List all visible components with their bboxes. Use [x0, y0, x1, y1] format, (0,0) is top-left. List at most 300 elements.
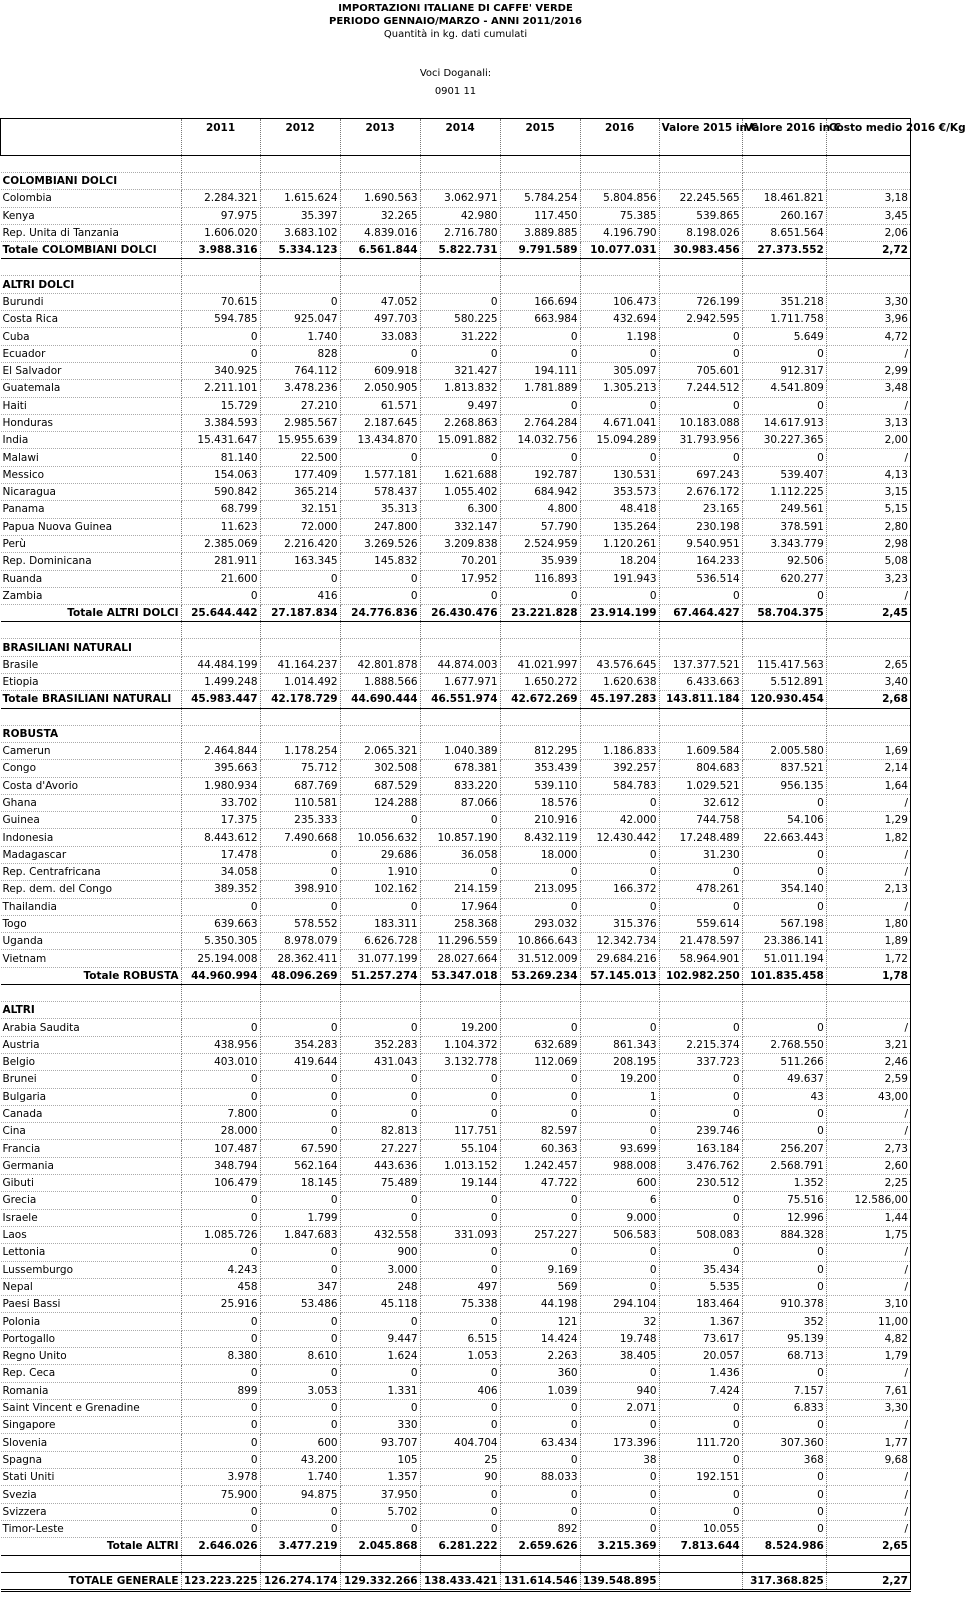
- value-cell: 1.040.389: [420, 742, 500, 759]
- value-cell: 0: [260, 1503, 340, 1520]
- section-header-row: [1, 276, 911, 293]
- table-row: [1, 535, 911, 552]
- country-name: Togo: [1, 915, 182, 932]
- value-cell: 106.479: [181, 1175, 260, 1192]
- value-cell: 458: [181, 1278, 260, 1295]
- value-cell: 0: [420, 1088, 500, 1105]
- value-cell: /: [826, 1244, 910, 1261]
- value-cell: 0: [659, 898, 742, 915]
- value-cell: 1.781.889: [500, 380, 580, 397]
- value-cell: 0: [260, 1313, 340, 1330]
- total-value: 30.983.456: [659, 242, 742, 259]
- empty-cell: [659, 985, 742, 1002]
- empty-cell: [181, 173, 260, 190]
- empty-cell: [181, 985, 260, 1002]
- empty-cell: [420, 173, 500, 190]
- value-cell: 0: [742, 1019, 826, 1036]
- value-cell: 2.524.959: [500, 535, 580, 552]
- country-name: Brunei: [1, 1071, 182, 1088]
- value-cell: 1.186.833: [580, 742, 659, 759]
- value-cell: 3.889.885: [500, 224, 580, 241]
- table-row: [1, 1348, 911, 1365]
- value-cell: 511.266: [742, 1053, 826, 1070]
- value-cell: 166.694: [500, 293, 580, 310]
- empty-cell: [340, 639, 420, 656]
- country-name: Rep. dem. del Congo: [1, 881, 182, 898]
- value-cell: 32.151: [260, 501, 340, 518]
- country-name: Haiti: [1, 397, 182, 414]
- value-cell: 0: [260, 1071, 340, 1088]
- country-name: Romania: [1, 1382, 182, 1399]
- value-cell: 42.801.878: [340, 656, 420, 673]
- value-cell: 360: [500, 1365, 580, 1382]
- value-cell: 51.011.194: [742, 950, 826, 967]
- table-row: [1, 1140, 911, 1157]
- value-cell: 536.514: [659, 570, 742, 587]
- empty-cell: [340, 725, 420, 742]
- table-row: [1, 1088, 911, 1105]
- total-value: 6.281.222: [420, 1538, 500, 1555]
- value-cell: 3.683.102: [260, 224, 340, 241]
- value-cell: 105: [340, 1451, 420, 1468]
- empty-cell: [742, 985, 826, 1002]
- value-cell: 0: [742, 1520, 826, 1537]
- customs-label: Voci Doganali:: [419, 68, 492, 79]
- value-cell: 2.464.844: [181, 742, 260, 759]
- value-cell: 0: [580, 1486, 659, 1503]
- value-cell: 33.702: [181, 794, 260, 811]
- spacer-row: [1, 985, 911, 1002]
- column-header: Valore 2016 in €: [742, 119, 826, 156]
- value-cell: 33.083: [340, 328, 420, 345]
- value-cell: 18.576: [500, 794, 580, 811]
- empty-cell: [580, 708, 659, 725]
- empty-cell: [500, 985, 580, 1002]
- value-cell: 28.000: [181, 1123, 260, 1140]
- value-cell: 8.432.119: [500, 829, 580, 846]
- country-name: Slovenia: [1, 1434, 182, 1451]
- value-cell: 0: [420, 293, 500, 310]
- table-row: [1, 1382, 911, 1399]
- value-cell: 0: [580, 898, 659, 915]
- value-cell: 10.055: [659, 1520, 742, 1537]
- table-row: [1, 1278, 911, 1295]
- value-cell: 145.832: [340, 553, 420, 570]
- value-cell: 2.005.580: [742, 742, 826, 759]
- value-cell: 0: [500, 1244, 580, 1261]
- value-cell: 210.916: [500, 812, 580, 829]
- country-name: Honduras: [1, 414, 182, 431]
- value-cell: 744.758: [659, 812, 742, 829]
- value-cell: 7.424: [659, 1382, 742, 1399]
- value-cell: /: [826, 1417, 910, 1434]
- value-cell: 1.112.225: [742, 484, 826, 501]
- value-cell: 22.663.443: [742, 829, 826, 846]
- value-cell: 3,48: [826, 380, 910, 397]
- header-row: [1, 119, 911, 156]
- value-cell: /: [826, 345, 910, 362]
- value-cell: 3.269.526: [340, 535, 420, 552]
- value-cell: 1.650.272: [500, 674, 580, 691]
- value-cell: 1.980.934: [181, 777, 260, 794]
- empty-cell: [826, 985, 910, 1002]
- value-cell: 1.352: [742, 1175, 826, 1192]
- total-value: 23.221.828: [500, 605, 580, 622]
- value-cell: 678.381: [420, 760, 500, 777]
- value-cell: 348.794: [181, 1157, 260, 1174]
- country-name: Messico: [1, 466, 182, 483]
- grand-total-value: 126.274.174: [260, 1572, 340, 1590]
- empty-cell: [659, 156, 742, 173]
- value-cell: 1.242.457: [500, 1157, 580, 1174]
- empty-cell: [580, 725, 659, 742]
- value-cell: 0: [340, 570, 420, 587]
- value-cell: 75.338: [420, 1296, 500, 1313]
- value-cell: /: [826, 397, 910, 414]
- value-cell: /: [826, 449, 910, 466]
- value-cell: 117.450: [500, 207, 580, 224]
- table-row: [1, 1036, 911, 1053]
- table-row: [1, 1157, 911, 1174]
- value-cell: 0: [420, 1261, 500, 1278]
- country-name: Lettonia: [1, 1244, 182, 1261]
- value-cell: 1.615.624: [260, 190, 340, 207]
- table-row: [1, 1261, 911, 1278]
- value-cell: 0: [420, 1520, 500, 1537]
- value-cell: 2.284.321: [181, 190, 260, 207]
- value-cell: 1.711.758: [742, 311, 826, 328]
- table-row: [1, 794, 911, 811]
- value-cell: 2,00: [826, 432, 910, 449]
- value-cell: 19.748: [580, 1330, 659, 1347]
- value-cell: 247.800: [340, 518, 420, 535]
- value-cell: 15.091.882: [420, 432, 500, 449]
- country-name: Austria: [1, 1036, 182, 1053]
- value-cell: 5.702: [340, 1503, 420, 1520]
- value-cell: 0: [420, 345, 500, 362]
- value-cell: 0: [580, 1503, 659, 1520]
- value-cell: 43.576.645: [580, 656, 659, 673]
- value-cell: 0: [181, 1192, 260, 1209]
- country-name: Burundi: [1, 293, 182, 310]
- value-cell: 353.573: [580, 484, 659, 501]
- value-cell: 90: [420, 1469, 500, 1486]
- table-row: [1, 898, 911, 915]
- value-cell: 31.230: [659, 846, 742, 863]
- empty-cell: [742, 708, 826, 725]
- section-total-row: [1, 1538, 911, 1555]
- value-cell: 17.952: [420, 570, 500, 587]
- value-cell: 684.942: [500, 484, 580, 501]
- value-cell: 0: [500, 1417, 580, 1434]
- value-cell: 27.227: [340, 1140, 420, 1157]
- value-cell: 0: [580, 1520, 659, 1537]
- value-cell: 3,45: [826, 207, 910, 224]
- table-row: [1, 950, 911, 967]
- country-name: Thailandia: [1, 898, 182, 915]
- value-cell: 55.104: [420, 1140, 500, 1157]
- value-cell: 354.283: [260, 1036, 340, 1053]
- value-cell: 940: [580, 1382, 659, 1399]
- value-cell: 0: [181, 1330, 260, 1347]
- value-cell: 837.521: [742, 760, 826, 777]
- value-cell: 25.916: [181, 1296, 260, 1313]
- empty-cell: [580, 639, 659, 656]
- value-cell: 43: [742, 1088, 826, 1105]
- value-cell: 0: [181, 587, 260, 604]
- country-name: Germania: [1, 1157, 182, 1174]
- value-cell: 4.839.016: [340, 224, 420, 241]
- value-cell: 38: [580, 1451, 659, 1468]
- value-cell: 925.047: [260, 311, 340, 328]
- value-cell: 19.200: [580, 1071, 659, 1088]
- table-row: [1, 484, 911, 501]
- value-cell: 31.222: [420, 328, 500, 345]
- value-cell: 28.027.664: [420, 950, 500, 967]
- value-cell: 260.167: [742, 207, 826, 224]
- value-cell: 663.984: [500, 311, 580, 328]
- value-cell: 14.617.913: [742, 414, 826, 431]
- value-cell: 302.508: [340, 760, 420, 777]
- country-name: Indonesia: [1, 829, 182, 846]
- column-header: Costo medio 2016 €/Kg: [826, 119, 910, 156]
- value-cell: 1.690.563: [340, 190, 420, 207]
- empty-cell: [260, 985, 340, 1002]
- empty-cell: [181, 1555, 260, 1572]
- value-cell: 230.198: [659, 518, 742, 535]
- value-cell: 2,25: [826, 1175, 910, 1192]
- column-header: 2011: [181, 119, 260, 156]
- value-cell: 0: [742, 1365, 826, 1382]
- value-cell: 67.590: [260, 1140, 340, 1157]
- table-row: [1, 1105, 911, 1122]
- value-cell: 1.609.584: [659, 742, 742, 759]
- value-cell: 1: [580, 1088, 659, 1105]
- value-cell: /: [826, 1486, 910, 1503]
- value-cell: 9.497: [420, 397, 500, 414]
- value-cell: 12.586,00: [826, 1192, 910, 1209]
- empty-cell: [260, 276, 340, 293]
- value-cell: 34.058: [181, 863, 260, 880]
- value-cell: 600: [260, 1434, 340, 1451]
- value-cell: 5.350.305: [181, 933, 260, 950]
- empty-cell: [580, 1555, 659, 1572]
- value-cell: 213.095: [500, 881, 580, 898]
- value-cell: 0: [181, 1209, 260, 1226]
- value-cell: 0: [742, 1417, 826, 1434]
- value-cell: 293.032: [500, 915, 580, 932]
- value-cell: 75.385: [580, 207, 659, 224]
- value-cell: 353.439: [500, 760, 580, 777]
- country-name: India: [1, 432, 182, 449]
- empty-cell: [742, 725, 826, 742]
- value-cell: 121: [500, 1313, 580, 1330]
- value-cell: 0: [340, 345, 420, 362]
- empty-cell: [1, 156, 182, 173]
- total-value: 51.257.274: [340, 967, 420, 984]
- value-cell: 609.918: [340, 362, 420, 379]
- empty-cell: [659, 1002, 742, 1019]
- total-value: 3.477.219: [260, 1538, 340, 1555]
- value-cell: /: [826, 863, 910, 880]
- value-cell: 1.577.181: [340, 466, 420, 483]
- value-cell: 416: [260, 587, 340, 604]
- value-cell: 29.686: [340, 846, 420, 863]
- empty-cell: [500, 156, 580, 173]
- country-name: Uganda: [1, 933, 182, 950]
- value-cell: 44.198: [500, 1296, 580, 1313]
- value-cell: 0: [181, 1451, 260, 1468]
- empty-cell: [260, 708, 340, 725]
- value-cell: 61.571: [340, 397, 420, 414]
- total-label: Totale ALTRI DOLCI: [1, 605, 182, 622]
- value-cell: 1.039: [500, 1382, 580, 1399]
- table-row: [1, 311, 911, 328]
- table-row: [1, 1192, 911, 1209]
- value-cell: 0: [420, 812, 500, 829]
- value-cell: 5.784.254: [500, 190, 580, 207]
- value-cell: 0: [260, 1399, 340, 1416]
- value-cell: 956.135: [742, 777, 826, 794]
- value-cell: 0: [580, 449, 659, 466]
- value-cell: 208.195: [580, 1053, 659, 1070]
- value-cell: 6.300: [420, 501, 500, 518]
- value-cell: 0: [181, 1434, 260, 1451]
- value-cell: 7,61: [826, 1382, 910, 1399]
- value-cell: 7.157: [742, 1382, 826, 1399]
- value-cell: 2.268.863: [420, 414, 500, 431]
- value-cell: 0: [181, 1417, 260, 1434]
- value-cell: 0: [580, 1278, 659, 1295]
- value-cell: 0: [580, 1019, 659, 1036]
- value-cell: 4.196.790: [580, 224, 659, 241]
- empty-cell: [580, 622, 659, 639]
- value-cell: 42.980: [420, 207, 500, 224]
- report-period: PERIODO GENNAIO/MARZO - ANNI 2011/2016: [328, 16, 582, 27]
- value-cell: 0: [659, 1192, 742, 1209]
- value-cell: 0: [260, 863, 340, 880]
- value-cell: 4,13: [826, 466, 910, 483]
- value-cell: 0: [260, 846, 340, 863]
- value-cell: 0: [181, 328, 260, 345]
- grand-total-value: [659, 1572, 742, 1590]
- country-name: Belgio: [1, 1053, 182, 1070]
- value-cell: 321.427: [420, 362, 500, 379]
- value-cell: 166.372: [580, 881, 659, 898]
- total-value: 53.269.234: [500, 967, 580, 984]
- value-cell: 632.689: [500, 1036, 580, 1053]
- value-cell: 0: [420, 1399, 500, 1416]
- value-cell: 35.939: [500, 553, 580, 570]
- spacer-row: [1, 259, 911, 276]
- country-name: Spagna: [1, 1451, 182, 1468]
- value-cell: 0: [181, 345, 260, 362]
- value-cell: 3,18: [826, 190, 910, 207]
- total-value: 7.813.644: [659, 1538, 742, 1555]
- value-cell: 163.184: [659, 1140, 742, 1157]
- country-name: Guatemala: [1, 380, 182, 397]
- value-cell: 194.111: [500, 362, 580, 379]
- value-cell: 183.464: [659, 1296, 742, 1313]
- value-cell: 97.975: [181, 207, 260, 224]
- value-cell: 3.053: [260, 1382, 340, 1399]
- table-row: [1, 449, 911, 466]
- empty-cell: [260, 259, 340, 276]
- section-total-row: [1, 691, 911, 708]
- value-cell: 44.874.003: [420, 656, 500, 673]
- value-cell: 70.615: [181, 293, 260, 310]
- empty-cell: [420, 725, 500, 742]
- value-cell: 365.214: [260, 484, 340, 501]
- country-name: Colombia: [1, 190, 182, 207]
- value-cell: 5.649: [742, 328, 826, 345]
- country-name: Bulgaria: [1, 1088, 182, 1105]
- country-name: Portogallo: [1, 1330, 182, 1347]
- section-title: BRASILIANI NATURALI: [1, 639, 182, 656]
- value-cell: 22.245.565: [659, 190, 742, 207]
- empty-cell: [1, 1555, 182, 1572]
- empty-cell: [659, 259, 742, 276]
- country-name: Cina: [1, 1123, 182, 1140]
- empty-cell: [500, 1002, 580, 1019]
- grand-total-value: 131.614.546: [500, 1572, 580, 1590]
- empty-cell: [340, 1002, 420, 1019]
- value-cell: /: [826, 1123, 910, 1140]
- value-cell: 0: [260, 1330, 340, 1347]
- table-row: [1, 190, 911, 207]
- grand-total-value: 317.368.825: [742, 1572, 826, 1590]
- value-cell: 106.473: [580, 293, 659, 310]
- total-value: 45.197.283: [580, 691, 659, 708]
- value-cell: 0: [500, 1486, 580, 1503]
- value-cell: 281.911: [181, 553, 260, 570]
- value-cell: 12.430.442: [580, 829, 659, 846]
- value-cell: 248: [340, 1278, 420, 1295]
- table-row: [1, 207, 911, 224]
- empty-cell: [742, 1002, 826, 1019]
- value-cell: 45.118: [340, 1296, 420, 1313]
- value-cell: 395.663: [181, 760, 260, 777]
- value-cell: 1.847.683: [260, 1226, 340, 1243]
- value-cell: 9,68: [826, 1451, 910, 1468]
- column-header: 2015: [500, 119, 580, 156]
- value-cell: 17.478: [181, 846, 260, 863]
- value-cell: 403.010: [181, 1053, 260, 1070]
- value-cell: 1.029.521: [659, 777, 742, 794]
- value-cell: 804.683: [659, 760, 742, 777]
- value-cell: 110.581: [260, 794, 340, 811]
- table-row: [1, 570, 911, 587]
- value-cell: 0: [340, 1313, 420, 1330]
- total-value: 102.982.250: [659, 967, 742, 984]
- total-value: 2.659.626: [500, 1538, 580, 1555]
- table-row: [1, 812, 911, 829]
- value-cell: 562.164: [260, 1157, 340, 1174]
- value-cell: 73.617: [659, 1330, 742, 1347]
- value-cell: 0: [340, 1071, 420, 1088]
- empty-cell: [659, 622, 742, 639]
- empty-cell: [580, 173, 659, 190]
- grand-total-label: TOTALE GENERALE: [1, 1572, 182, 1590]
- value-cell: 15.729: [181, 397, 260, 414]
- country-name: Papua Nuova Guinea: [1, 518, 182, 535]
- value-cell: 3,15: [826, 484, 910, 501]
- value-cell: 1.053: [420, 1348, 500, 1365]
- value-cell: 569: [500, 1278, 580, 1295]
- country-name: Canada: [1, 1105, 182, 1122]
- value-cell: 0: [580, 345, 659, 362]
- empty-cell: [340, 156, 420, 173]
